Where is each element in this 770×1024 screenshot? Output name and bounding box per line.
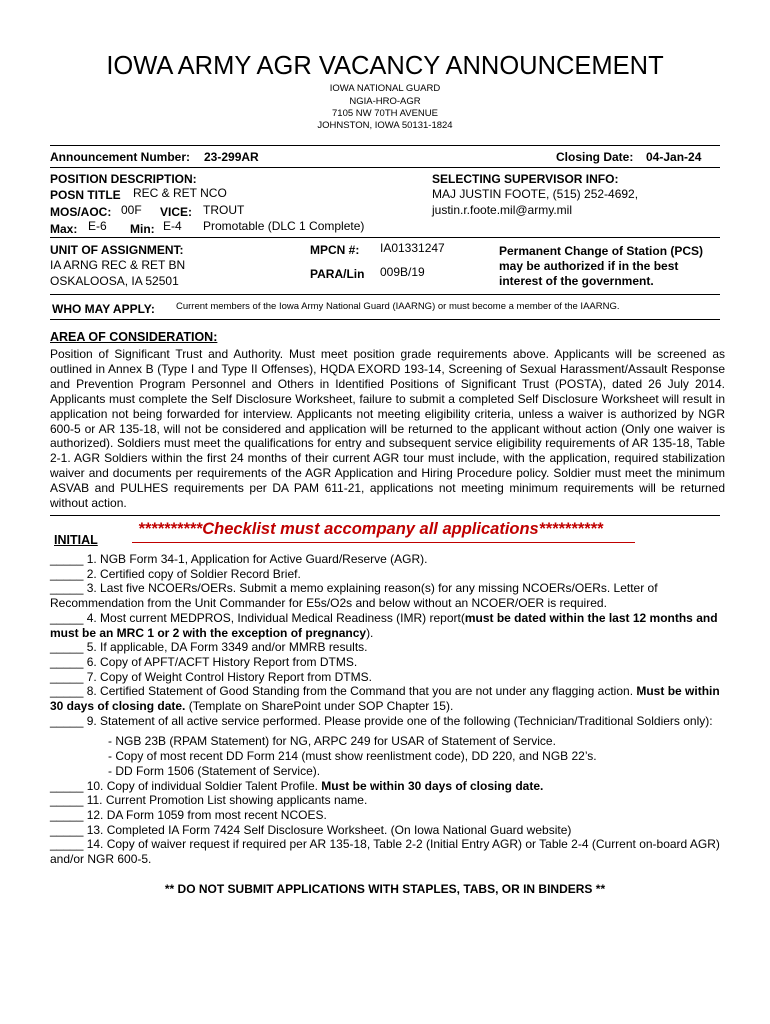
vice-value: TROUT bbox=[203, 203, 245, 217]
promotable-note: Promotable (DLC 1 Complete) bbox=[203, 219, 365, 233]
item-8-text: _____ 8. Certified Statement of Good Standing from the Command that you are not under any flagging action. bbox=[50, 684, 637, 699]
initial-column-label: INITIAL bbox=[54, 533, 98, 547]
area-of-consideration-text: Position of Significant Trust and Authority. Must meet position grade requirements above. Applicants will be screened as outlined in Annex B (Type I and Type II Offenses), HQDA EXORD 193-14, Screening of Sexual Harassment/Assault Response and Prevention Program Personnel and Others in Identified Positions of Significant Trust (POSTA), dated 26 July 2014. Applicants must complete the Self Disclosure Worksheet, failure to submit a completed Self Disclosure Worksheet will result in application not being forwarded for interview. Applicants not meeting eligibility criteria, unless a waiver is authorized by NGR 600-5 or AR 135-18, will not be considered and application will be returned to the applicant without action (Only one waiver is authorized). Soldiers must meet the qualifications for entry and subsequent service eligibility requirements of AR 135-18, Table 2-1. AGR Soldiers within the first 24 months of their current AGR tour must include, with the application, required stabilization waiver and documents per requirements of the AGR Application and Hiring Procedure policy. Soldier must meet the minimum ASVAB and PULHES requirements per DA PAM 611-21, applications not meeting minimum requirements will be returned without action. bbox=[50, 347, 725, 511]
para-lin-value: 009B/19 bbox=[380, 265, 425, 279]
position-title-label: POSN TITLE bbox=[50, 188, 121, 202]
checklist-item-13: _____ 13. Completed IA Form 7424 Self Disclosure Worksheet. (On Iowa National Guard website) bbox=[50, 822, 572, 837]
checklist-subitem-1: - NGB 23B (RPAM Statement) for NG, ARPC 249 for USAR of Statement of Service. bbox=[108, 734, 556, 749]
announcement-number-label: Announcement Number: bbox=[50, 150, 191, 164]
who-may-apply-text: Current members of the Iowa Army National Guard (IAARNG) or must become a member of the IAARNG. bbox=[176, 301, 620, 312]
who-may-apply-label: WHO MAY APPLY: bbox=[52, 302, 155, 316]
announcement-number: 23-299AR bbox=[204, 150, 259, 164]
checklist-items bbox=[50, 552, 730, 867]
min-grade: E-4 bbox=[163, 219, 182, 233]
supervisor-name-phone: MAJ JUSTIN FOOTE, (515) 252-4692, bbox=[432, 187, 639, 201]
checklist-item-12: _____ 12. DA Form 1059 from most recent NCOES. bbox=[50, 807, 327, 822]
checklist-item-4 bbox=[50, 611, 730, 640]
pcs-note-line-2: may be authorized if in the best bbox=[499, 259, 679, 273]
checklist-heading-underline bbox=[132, 542, 635, 543]
item-8-bold: Must be within 30 days of closing date. bbox=[50, 684, 720, 714]
item-10-bold: Must be within 30 days of closing date. bbox=[321, 778, 544, 793]
closing-date-label: Closing Date: bbox=[556, 150, 634, 164]
checklist-item-8 bbox=[50, 684, 730, 713]
supervisor-email: justin.r.foote.mil@army.mil bbox=[432, 203, 572, 217]
mpcn-value: IA01331247 bbox=[380, 241, 445, 255]
checklist-subitem-3: - DD Form 1506 (Statement of Service). bbox=[108, 763, 321, 778]
address-line-4: JOHNSTON, IOWA 50131-1824 bbox=[317, 120, 453, 131]
pcs-note-line-3: interest of the government. bbox=[499, 274, 654, 288]
para-lin-label: PARA/Lin bbox=[310, 267, 365, 281]
min-grade-label: Min: bbox=[130, 222, 155, 236]
divider-area bbox=[50, 515, 720, 516]
item-8-end: (Template on SharePoint under SOP Chapter 15). bbox=[185, 699, 454, 714]
position-title: REC & RET NCO bbox=[133, 186, 227, 200]
checklist-subitem-2: - Copy of most recent DD Form 214 (must show reenlistment code), DD 220, and NGB 22’s. bbox=[108, 749, 597, 764]
checklist-item-11: _____ 11. Current Promotion List showing applicants name. bbox=[50, 793, 368, 808]
staples-warning: ** DO NOT SUBMIT APPLICATIONS WITH STAPLES, TABS, OR IN BINDERS ** bbox=[164, 882, 606, 896]
divider-top bbox=[50, 145, 720, 146]
checklist-item-1: _____ 1. NGB Form 34-1, Application for Active Guard/Reserve (AGR). bbox=[50, 552, 428, 566]
pcs-note-line-1: Permanent Change of Station (PCS) bbox=[499, 244, 704, 258]
mos-value: 00F bbox=[121, 203, 142, 217]
checklist-item-2: _____ 2. Certified copy of Soldier Record Brief. bbox=[50, 566, 301, 581]
checklist-item-7: _____ 7. Copy of Weight Control History Report from DTMS. bbox=[50, 669, 372, 684]
item-10-text: _____ 10. Copy of individual Soldier Talent Profile. bbox=[50, 778, 322, 793]
unit-location: OSKALOOSA, IA 52501 bbox=[50, 274, 179, 288]
checklist-item-14: _____ 14. Copy of waiver request if required per AR 135-18, Table 2-2 (Initial Entry AGR) or Table 2-4 (Current on-board AGR) and/or NGR 600-5. bbox=[50, 837, 720, 867]
address-line-3: 7105 NW 70TH AVENUE bbox=[332, 108, 438, 119]
divider-position bbox=[50, 237, 720, 238]
divider-announcement bbox=[50, 167, 720, 168]
item-4-end: ). bbox=[366, 625, 374, 640]
checklist-item-9: _____ 9. Statement of all active service performed. Please provide one of the following (Technician/Traditional Soldiers only): bbox=[50, 713, 713, 728]
mpcn-label: MPCN #: bbox=[310, 243, 360, 257]
checklist-item-5: _____ 5. If applicable, DA Form 3349 and/or MMRB results. bbox=[50, 640, 368, 655]
supervisor-label: SELECTING SUPERVISOR INFO: bbox=[432, 172, 619, 186]
divider-unit bbox=[50, 294, 720, 295]
max-grade: E-6 bbox=[88, 219, 107, 233]
item-4-text: _____ 4. Most current MEDPROS, Individual Medical Readiness (IMR) report( bbox=[50, 610, 465, 625]
max-grade-label: Max: bbox=[50, 222, 78, 236]
page-title: IOWA ARMY AGR VACANCY ANNOUNCEMENT bbox=[106, 52, 664, 80]
checklist-item-10 bbox=[50, 779, 730, 794]
checklist-heading: **********Checklist must accompany all applications********** bbox=[138, 520, 603, 538]
divider-who bbox=[50, 319, 720, 320]
vice-label: VICE: bbox=[160, 205, 193, 219]
checklist-item-6: _____ 6. Copy of APFT/ACFT History Report from DTMS. bbox=[50, 654, 358, 669]
address-line-1: IOWA NATIONAL GUARD bbox=[329, 83, 441, 94]
address-line-2: NGIA-HRO-AGR bbox=[349, 96, 421, 107]
item-4-bold: must be dated within the last 12 months and must be an MRC 1 or 2 with the exception of pregnancy bbox=[50, 610, 718, 640]
unit-name: IA ARNG REC & RET BN bbox=[50, 258, 186, 272]
unit-label: UNIT OF ASSIGNMENT: bbox=[50, 243, 184, 257]
mos-label: MOS/AOC: bbox=[50, 205, 112, 219]
position-description-label: POSITION DESCRIPTION: bbox=[50, 172, 197, 186]
checklist-item-3: _____ 3. Last five NCOERs/OERs. Submit a memo explaining reason(s) for any missing NCOERs/OERs. Letter of Recommendation from the Unit Commander for E5s/O2s and below without an NCOER/OER is required. bbox=[50, 581, 658, 611]
closing-date: 04-Jan-24 bbox=[646, 150, 702, 164]
area-of-consideration-title: AREA OF CONSIDERATION: bbox=[50, 330, 218, 344]
